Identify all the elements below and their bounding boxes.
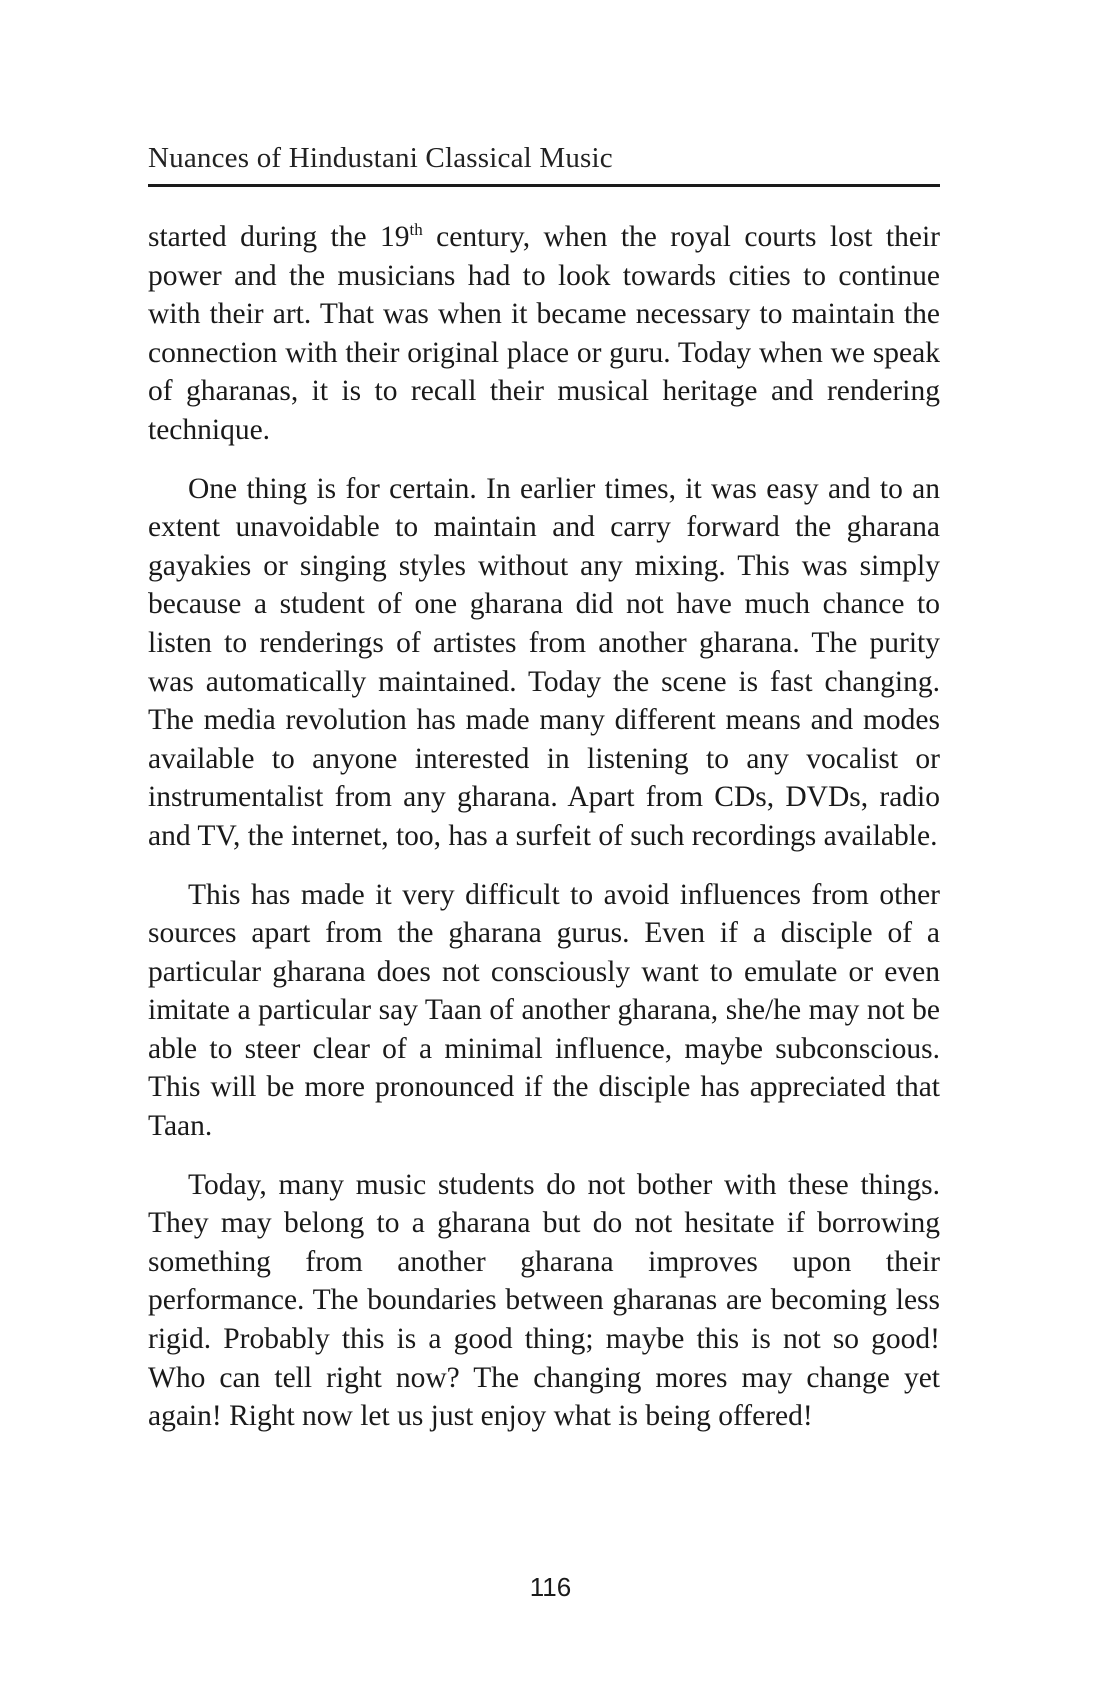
paragraph-3: This has made it very difficult to avoid influences from other sources apart from the gharana gurus. Even if a disciple of a particular gharana does not consciously want to emulate or even imitate a particular say Taan of another gharana, she/he may not be able to steer clear of a minimal influence, maybe subconscious. This will be more pronounced if the disciple has appreciated that Taan. — [148, 878, 940, 1143]
paragraph-1-rest: century, when the royal courts lost their power and the musicians had to look towards cities to continue with their art. That was when it became necessary to maintain the connection with their original place or guru. Today when we speak of gharanas, it is to recall their musical heritage and rendering technique. — [148, 221, 940, 446]
page-number: 116 — [529, 1572, 572, 1602]
ordinal-superscript: th — [409, 220, 423, 240]
running-header: Nuances of Hindustani Classical Music — [148, 142, 613, 174]
paragraph-1-start: started during the 19 — [148, 221, 410, 253]
paragraph-4: Today, many music students do not bother with these things. They may belong to a gharana but do not hesitate if borrowing something from another gharana improves upon their performance. The boundaries between gharanas are becoming less rigid. Probably this is a good thing; maybe this is not so good! Who can tell right now? The changing mores may change yet again! Right now let us just enjoy what is being offered! — [148, 1168, 940, 1433]
header-rule — [148, 184, 940, 187]
body-text — [148, 218, 940, 1456]
paragraph-1 — [148, 218, 940, 450]
paragraph-2: One thing is for certain. In earlier times, it was easy and to an extent unavoidable to maintain and carry forward the gharana gayakies or singing styles without any mixing. This was simply because a student of one gharana did not have much chance to listen to renderings of artistes from another gharana. The purity was automatically maintained. Today the scene is fast changing. The media revolution has made many different means and modes available to anyone interested in listening to any vocalist or instrumentalist from any gharana. Apart from CDs, DVDs, radio and TV, the internet, too, has a surfeit of such recordings available. — [148, 472, 940, 852]
